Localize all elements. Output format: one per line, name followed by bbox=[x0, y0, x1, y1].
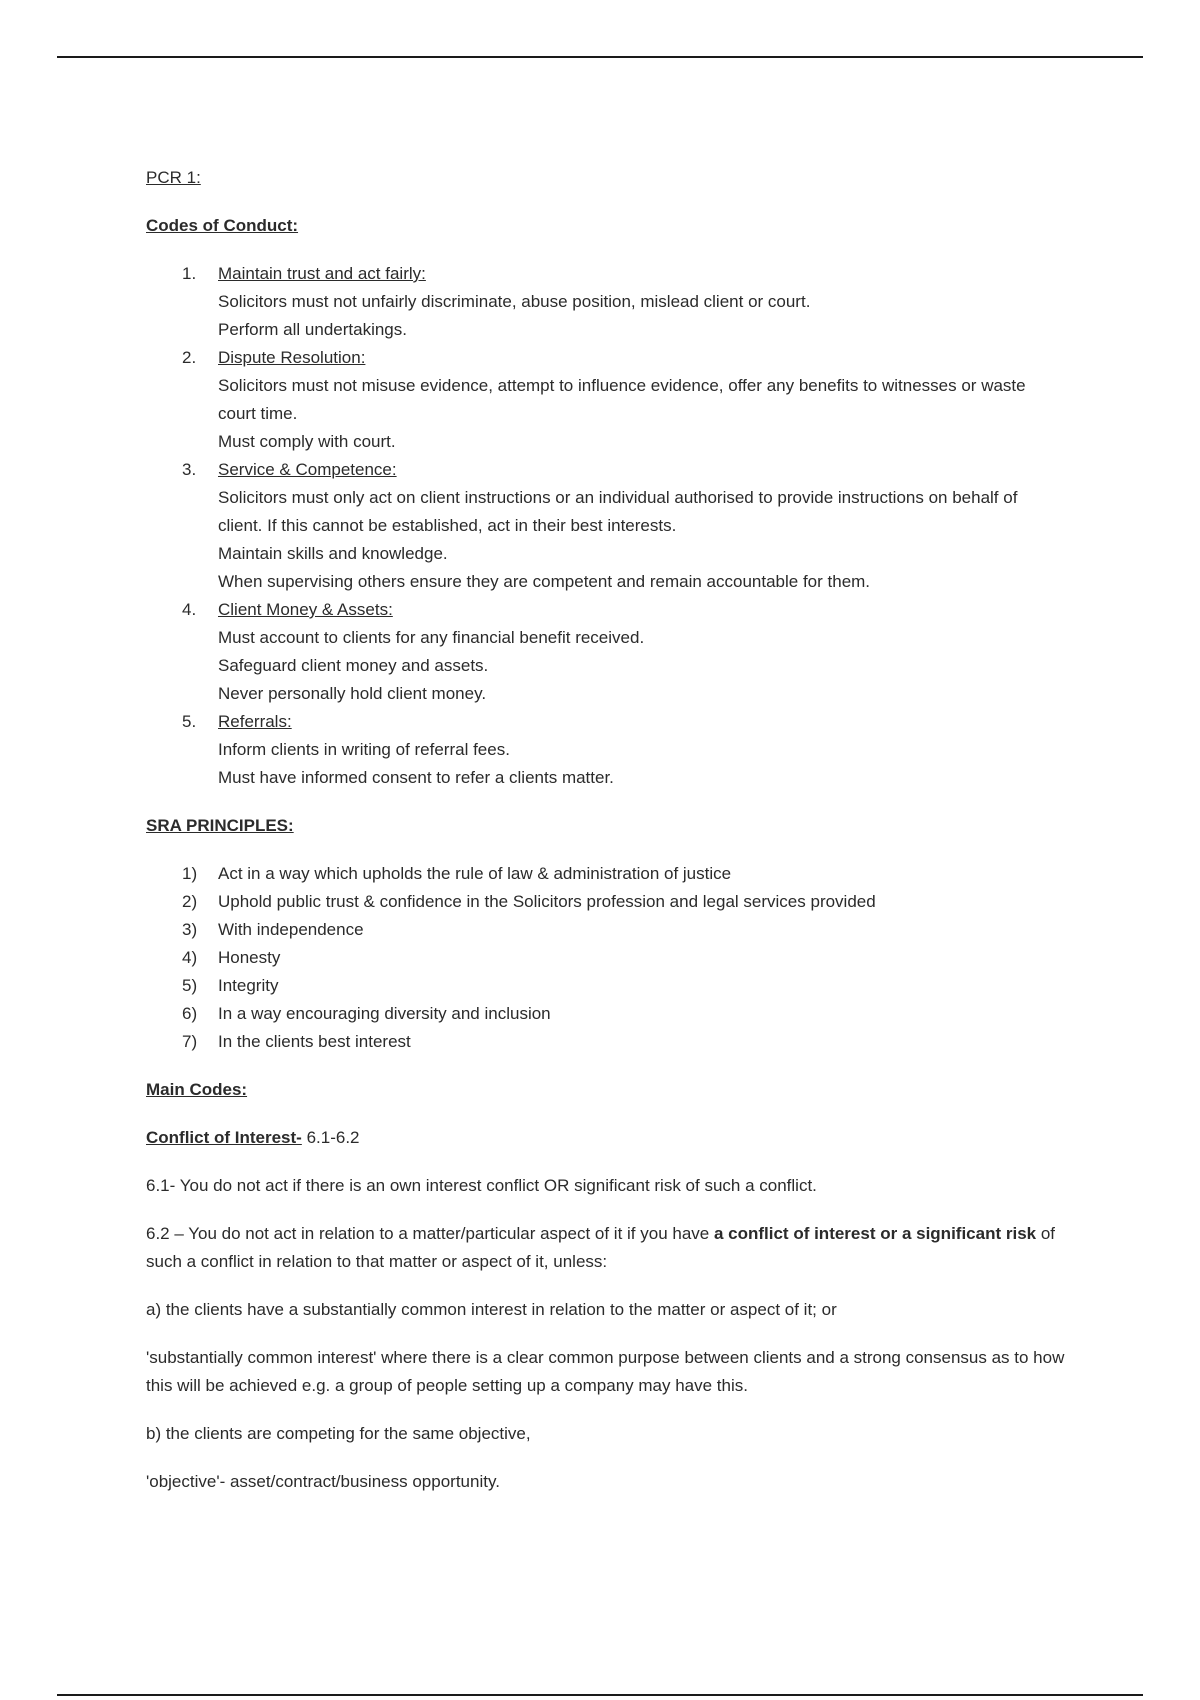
exception-a-definition: 'substantially common interest' where there is a clear common purpose between clients and a strong consensus as to how this will be achieved e.g. a group of people setting up a company may have this. bbox=[146, 1348, 1065, 1395]
codes-of-conduct-list bbox=[146, 260, 1066, 792]
sra-principles-list bbox=[146, 860, 1066, 1056]
code-title: Dispute Resolution: bbox=[218, 348, 366, 367]
rule-6-2 bbox=[146, 1220, 1066, 1276]
principle-text: Honesty bbox=[218, 948, 281, 967]
code-number: 2. bbox=[182, 348, 197, 367]
code-item bbox=[146, 596, 1066, 708]
code-line: Must account to clients for any financial benefit received. bbox=[218, 628, 645, 647]
rule-6-1: 6.1- You do not act if there is an own interest conflict OR significant risk of such a conflict. bbox=[146, 1176, 817, 1195]
code-item bbox=[146, 708, 1066, 792]
rule-6-2-end: of such a conflict in relation to that matter or aspect of it, unless: bbox=[146, 1224, 1056, 1271]
principle-number: 2) bbox=[182, 892, 198, 911]
doc-title: PCR 1: bbox=[146, 168, 201, 187]
principle-text: Act in a way which upholds the rule of law & administration of justice bbox=[218, 864, 732, 883]
principle-text: Integrity bbox=[218, 976, 279, 995]
code-item bbox=[146, 260, 1066, 344]
code-title: Maintain trust and act fairly: bbox=[218, 264, 426, 283]
principle-text: In the clients best interest bbox=[218, 1032, 411, 1051]
codes-heading: Codes of Conduct: bbox=[146, 216, 299, 235]
principle-item bbox=[146, 1028, 1066, 1056]
code-line: Solicitors must not unfairly discriminate, abuse position, mislead client or court. bbox=[218, 292, 811, 311]
code-line: Maintain skills and knowledge. bbox=[218, 544, 448, 563]
rule-6-2-bold: a conflict of interest or a significant risk bbox=[713, 1224, 1037, 1243]
code-line: Inform clients in writing of referral fees. bbox=[218, 740, 510, 759]
code-title: Service & Competence: bbox=[218, 460, 397, 479]
sra-heading: SRA PRINCIPLES: bbox=[146, 816, 294, 835]
principle-item bbox=[146, 916, 1066, 944]
code-line: When supervising others ensure they are competent and remain accountable for them. bbox=[218, 572, 871, 591]
principle-item bbox=[146, 1000, 1066, 1028]
code-title: Referrals: bbox=[218, 712, 292, 731]
principle-text: With independence bbox=[218, 920, 364, 939]
principle-number: 4) bbox=[182, 948, 198, 967]
document-body bbox=[146, 164, 1066, 1516]
code-line: Solicitors must not misuse evidence, attempt to influence evidence, offer any benefits to witnesses or waste court time. bbox=[218, 376, 1026, 423]
principle-item bbox=[146, 888, 1066, 916]
principle-item bbox=[146, 944, 1066, 972]
code-title: Client Money & Assets: bbox=[218, 600, 393, 619]
principle-number: 7) bbox=[182, 1032, 198, 1051]
code-line: Perform all undertakings. bbox=[218, 320, 407, 339]
principle-number: 3) bbox=[182, 920, 198, 939]
exception-b-definition: 'objective'- asset/contract/business opportunity. bbox=[146, 1472, 500, 1491]
code-line: Must have informed consent to refer a clients matter. bbox=[218, 768, 614, 787]
conflict-heading: Conflict of Interest- bbox=[146, 1128, 302, 1147]
conflict-range: 6.1-6.2 bbox=[301, 1128, 360, 1147]
code-number: 1. bbox=[182, 264, 197, 283]
principle-number: 1) bbox=[182, 864, 198, 883]
code-item bbox=[146, 456, 1066, 596]
principle-text: In a way encouraging diversity and inclusion bbox=[218, 1004, 551, 1023]
code-item bbox=[146, 344, 1066, 456]
code-line: Must comply with court. bbox=[218, 432, 396, 451]
footer-rule bbox=[57, 1694, 1143, 1696]
code-number: 5. bbox=[182, 712, 197, 731]
code-number: 4. bbox=[182, 600, 197, 619]
code-line: Solicitors must only act on client instructions or an individual authorised to provide instructions on behalf of client. If this cannot be established, act in their best interests. bbox=[218, 488, 1018, 535]
principle-number: 5) bbox=[182, 976, 198, 995]
main-codes-heading: Main Codes: bbox=[146, 1080, 248, 1099]
principle-text: Uphold public trust & confidence in the Solicitors profession and legal services provided bbox=[218, 892, 876, 911]
exception-a: a) the clients have a substantially common interest in relation to the matter or aspect of it; or bbox=[146, 1300, 837, 1319]
principle-item bbox=[146, 860, 1066, 888]
principle-item bbox=[146, 972, 1066, 1000]
code-number: 3. bbox=[182, 460, 197, 479]
principle-number: 6) bbox=[182, 1004, 198, 1023]
code-line: Safeguard client money and assets. bbox=[218, 656, 489, 675]
rule-6-2-start: 6.2 – You do not act in relation to a matter/particular aspect of it if you have bbox=[146, 1224, 714, 1243]
header-rule bbox=[57, 56, 1143, 58]
conflict-heading-line bbox=[146, 1124, 1066, 1152]
exception-b: b) the clients are competing for the same objective, bbox=[146, 1424, 531, 1443]
code-line: Never personally hold client money. bbox=[218, 684, 487, 703]
